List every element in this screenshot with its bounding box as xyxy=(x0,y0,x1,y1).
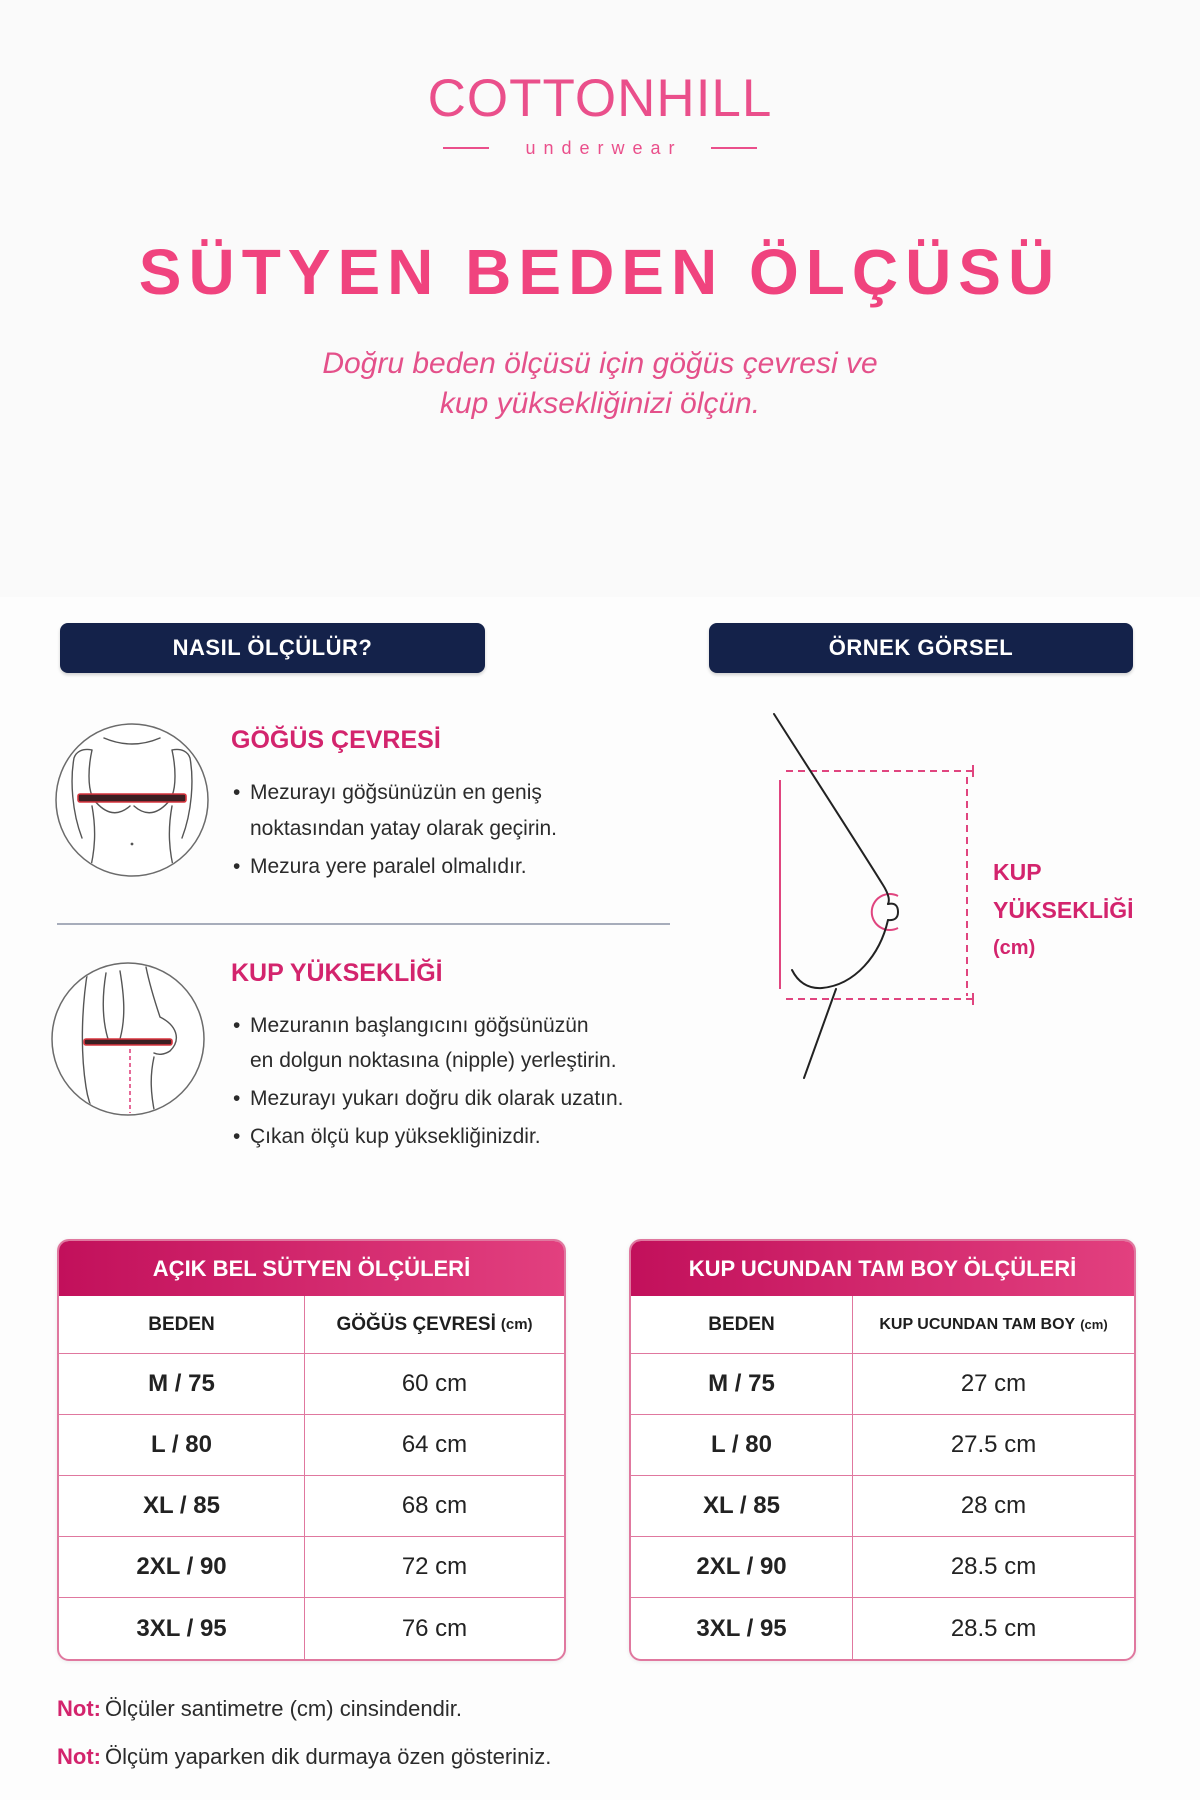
table-row xyxy=(631,1354,1134,1415)
table-row xyxy=(631,1415,1134,1476)
size-cell: 3XL / 95 xyxy=(696,1614,787,1642)
chest-circumference-illustration xyxy=(52,720,212,880)
value-cell: 28.5 cm xyxy=(852,1537,1134,1597)
value-cell: 64 cm xyxy=(304,1415,564,1475)
bullet-line: • Mezurayı yukarı doğru dik olarak uzatın. xyxy=(250,1081,624,1117)
example-image-header: ÖRNEK GÖRSEL xyxy=(709,623,1133,673)
how-to-measure-header: NASIL ÖLÇÜLÜR? xyxy=(60,623,485,673)
subtitle-line-2: kup yüksekliğinizi ölçün. xyxy=(439,387,761,420)
bullet-line: • Mezura yere paralel olmalıdır. xyxy=(250,849,527,885)
table-header-row xyxy=(631,1296,1134,1354)
page-title: SÜTYEN BEDEN ÖLÇÜSÜ xyxy=(138,236,1062,308)
table-row xyxy=(59,1598,564,1659)
brand-logo xyxy=(0,68,1200,130)
section-title-chest: GÖĞÜS ÇEVRESİ xyxy=(231,726,441,754)
table-header-row xyxy=(59,1296,564,1354)
open-back-bra-size-table xyxy=(57,1239,566,1661)
table-row xyxy=(631,1537,1134,1598)
column-header-chest xyxy=(304,1296,564,1353)
table-row xyxy=(631,1476,1134,1537)
value-cell: 72 cm xyxy=(304,1537,564,1597)
bullet-line: • Mezuranın başlangıcını göğsünüzün xyxy=(250,1008,589,1044)
value-cell: 27.5 cm xyxy=(852,1415,1134,1475)
column-header-size: BEDEN xyxy=(708,1313,775,1335)
value-cell: 76 cm xyxy=(304,1598,564,1659)
tagline-rule-right xyxy=(711,147,757,149)
subtitle-line-1: Doğru beden ölçüsü için göğüs çevresi ve xyxy=(322,347,878,380)
cup-height-unit: (cm) xyxy=(993,937,1036,959)
table-row xyxy=(59,1415,564,1476)
cup-height-illustration xyxy=(48,959,208,1119)
bullet-line: • Çıkan ölçü kup yüksekliğinizdir. xyxy=(250,1119,541,1155)
column-header-size: BEDEN xyxy=(148,1313,215,1335)
brand-tagline: underwear xyxy=(525,137,683,158)
column-header-label: KUP UCUNDAN TAM BOY xyxy=(879,1315,1076,1333)
bullet-line: en dolgun noktasına (nipple) yerleştirin. xyxy=(250,1049,617,1072)
value-cell: 60 cm xyxy=(304,1354,564,1414)
size-cell: L / 80 xyxy=(711,1431,772,1458)
table-title: KUP UCUNDAN TAM BOY ÖLÇÜLERİ xyxy=(631,1241,1134,1296)
size-cell: XL / 85 xyxy=(143,1492,220,1519)
size-cell: 2XL / 90 xyxy=(136,1553,227,1580)
footnote-label: Not: xyxy=(57,1696,101,1721)
cup-tip-full-length-table xyxy=(629,1239,1136,1661)
size-cell: L / 80 xyxy=(151,1431,212,1458)
bullet-line: • Mezurayı göğsünüzün en geniş xyxy=(250,775,542,811)
brand-tagline-row xyxy=(0,135,1200,161)
bullet-line: noktasından yatay olarak geçirin. xyxy=(250,817,558,840)
cup-height-label: KUP xyxy=(993,859,1042,885)
value-cell: 28 cm xyxy=(852,1476,1134,1536)
section-divider xyxy=(57,923,670,925)
breast-profile-diagram xyxy=(760,700,1000,1090)
tagline-rule-left xyxy=(443,147,489,149)
column-header-label: GÖĞÜS ÇEVRESİ xyxy=(336,1313,496,1335)
column-header-unit: (cm) xyxy=(1080,1317,1108,1332)
table-row xyxy=(59,1476,564,1537)
size-cell: 3XL / 95 xyxy=(136,1614,227,1642)
brand-name: COTTONHILL xyxy=(427,69,773,128)
value-cell: 28.5 cm xyxy=(852,1598,1134,1659)
footnote-label: Not: xyxy=(57,1744,101,1769)
table-title: AÇIK BEL SÜTYEN ÖLÇÜLERİ xyxy=(59,1241,564,1296)
value-cell: 27 cm xyxy=(852,1354,1134,1414)
section-title-cup: KUP YÜKSEKLİĞİ xyxy=(231,959,443,987)
size-cell: M / 75 xyxy=(148,1370,215,1397)
cup-height-label: YÜKSEKLİĞİ xyxy=(993,897,1134,923)
table-row xyxy=(59,1537,564,1598)
size-cell: M / 75 xyxy=(708,1370,775,1397)
footnote xyxy=(57,1742,551,1772)
value-cell: 68 cm xyxy=(304,1476,564,1536)
size-cell: 2XL / 90 xyxy=(696,1553,787,1580)
footnote xyxy=(57,1694,462,1724)
column-header-unit: (cm) xyxy=(500,1316,533,1333)
table-row xyxy=(59,1354,564,1415)
size-cell: XL / 85 xyxy=(703,1492,780,1519)
footnote-text: Ölçüler santimetre (cm) cinsindendir. xyxy=(104,1696,462,1721)
column-header-length xyxy=(852,1296,1134,1353)
footnote-text: Ölçüm yaparken dik durmaya özen gösteriniz. xyxy=(104,1744,552,1769)
table-row xyxy=(631,1598,1134,1659)
